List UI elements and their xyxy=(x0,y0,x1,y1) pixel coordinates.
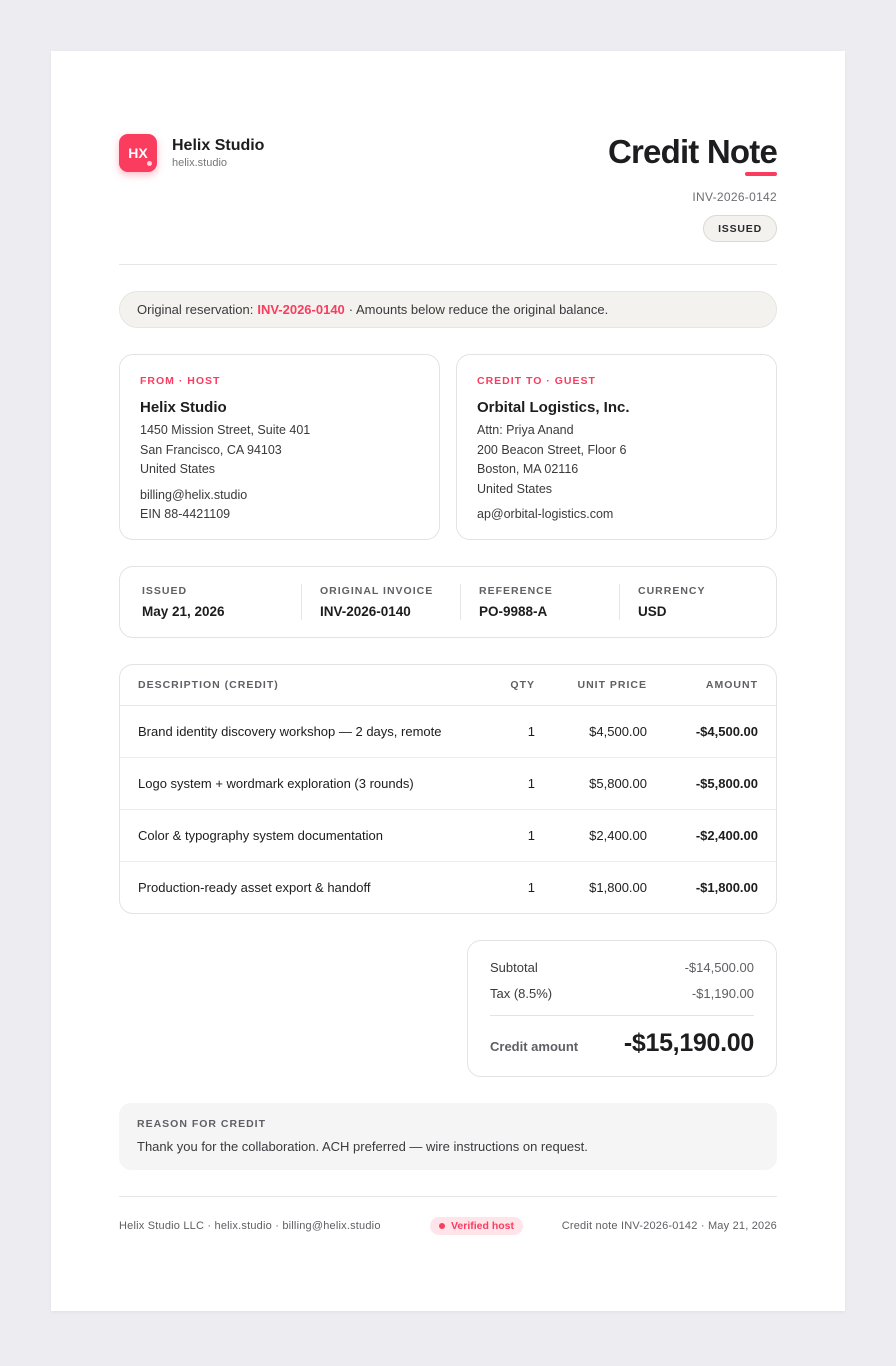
brand-url[interactable]: helix.studio xyxy=(172,157,228,169)
footer-document-ref: Credit note INV-2026-0142 · May 21, 2026 xyxy=(561,1220,777,1232)
subtotal-row xyxy=(490,960,754,976)
footer-divider xyxy=(119,1196,777,1197)
footer-company-info: Helix Studio LLC · helix.studio · billing@helix.studio xyxy=(119,1220,381,1232)
meta-original-invoice xyxy=(320,584,433,620)
status-badge: ISSUED xyxy=(703,215,777,242)
credit-amount-label: Credit amount xyxy=(490,1039,579,1054)
meta-divider xyxy=(619,584,620,620)
meta-divider xyxy=(301,584,302,620)
verified-host-badge xyxy=(430,1217,523,1235)
brand-initials: HX xyxy=(128,145,148,161)
item-description: Color & typography system documentation xyxy=(138,828,383,843)
brand-logo xyxy=(119,134,157,172)
column-header-amount: AMOUNT xyxy=(705,679,758,691)
item-qty: 1 xyxy=(527,828,535,843)
table-row xyxy=(120,862,776,914)
totals-card xyxy=(467,940,777,1077)
item-description: Logo system + wordmark exploration (3 rounds) xyxy=(138,776,414,791)
title-underline xyxy=(745,172,777,176)
address-line: 200 Beacon Street, Floor 6 xyxy=(477,442,627,457)
item-unit-price: $5,800.00 xyxy=(589,776,647,791)
address-line: Boston, MA 02116 xyxy=(477,462,579,476)
notice-reference-link[interactable]: INV-2026-0140 xyxy=(257,302,345,317)
item-qty: 1 xyxy=(527,724,535,739)
verified-label: Verified host xyxy=(451,1220,515,1232)
meta-value: INV-2026-0140 xyxy=(320,604,411,619)
item-description: Brand identity discovery workshop — 2 days, remote xyxy=(138,724,442,739)
tax-value: -$1,190.00 xyxy=(691,986,754,1001)
meta-label: CURRENCY xyxy=(638,585,706,597)
brand-name: Helix Studio xyxy=(172,137,265,154)
to-address xyxy=(477,421,756,499)
address-line: United States xyxy=(477,481,553,496)
address-line: Attn: Priya Anand xyxy=(477,423,574,437)
header-divider xyxy=(119,264,777,265)
logo-dot-icon xyxy=(147,161,152,166)
reason-for-credit xyxy=(119,1103,777,1170)
meta-label: ORIGINAL INVOICE xyxy=(320,585,434,597)
notice-suffix: · Amounts below reduce the original balance. xyxy=(348,302,609,317)
to-email[interactable]: ap@orbital-logistics.com xyxy=(477,507,614,521)
table-row xyxy=(120,758,776,810)
table-header xyxy=(120,665,776,706)
reason-text: Thank you for the collaboration. ACH preferred — wire instructions on request. xyxy=(137,1139,588,1154)
title-block xyxy=(608,131,777,173)
credit-amount-value: -$15,190.00 xyxy=(623,1029,754,1057)
column-header-description: DESCRIPTION (CREDIT) xyxy=(138,679,279,691)
column-header-unit-price: UNIT PRICE xyxy=(577,679,647,691)
subtotal-value: -$14,500.00 xyxy=(684,960,754,975)
reason-label: REASON FOR CREDIT xyxy=(137,1118,267,1130)
item-amount: -$2,400.00 xyxy=(695,828,758,843)
brand-text xyxy=(172,136,264,170)
line-items-table xyxy=(119,664,777,914)
item-unit-price: $2,400.00 xyxy=(589,828,647,843)
notice-prefix: Original reservation: xyxy=(137,302,254,317)
table-row xyxy=(120,810,776,862)
totals-divider xyxy=(490,1015,754,1016)
item-qty: 1 xyxy=(527,776,535,791)
document-number: INV-2026-0142 xyxy=(692,190,777,204)
item-qty: 1 xyxy=(527,880,535,895)
column-header-qty: QTY xyxy=(510,679,535,691)
from-name: Helix Studio xyxy=(140,399,227,416)
meta-value: PO-9988-A xyxy=(479,604,548,619)
address-line: 1450 Mission Street, Suite 401 xyxy=(140,423,311,437)
to-name: Orbital Logistics, Inc. xyxy=(477,399,630,416)
item-description: Production-ready asset export & handoff xyxy=(138,880,371,895)
address-line: San Francisco, CA 94103 xyxy=(140,442,282,457)
meta-currency xyxy=(638,584,706,620)
meta-divider xyxy=(460,584,461,620)
from-host-card xyxy=(119,354,440,540)
from-email[interactable]: billing@helix.studio xyxy=(140,487,248,502)
document-meta-bar xyxy=(119,566,777,638)
meta-label: REFERENCE xyxy=(479,585,553,597)
verified-dot-icon xyxy=(439,1223,445,1229)
to-label: CREDIT TO · GUEST xyxy=(477,375,596,387)
table-row xyxy=(120,706,776,758)
from-ein: EIN 88-4421109 xyxy=(140,507,231,521)
meta-value: USD xyxy=(638,604,667,619)
subtotal-label: Subtotal xyxy=(490,960,538,975)
item-amount: -$1,800.00 xyxy=(695,880,758,895)
meta-label: ISSUED xyxy=(142,585,188,597)
item-amount: -$5,800.00 xyxy=(695,776,758,791)
meta-value: May 21, 2026 xyxy=(142,604,225,619)
meta-reference xyxy=(479,584,553,620)
from-label: FROM · HOST xyxy=(140,375,221,387)
credit-amount-row xyxy=(490,1029,754,1058)
item-unit-price: $4,500.00 xyxy=(589,724,647,739)
item-amount: -$4,500.00 xyxy=(695,724,758,739)
item-unit-price: $1,800.00 xyxy=(589,880,647,895)
document-content xyxy=(119,51,777,1311)
tax-row xyxy=(490,986,754,1002)
document-title: Credit Note xyxy=(607,133,777,170)
address-line: United States xyxy=(140,462,216,476)
meta-issued xyxy=(142,584,225,620)
credit-to-guest-card xyxy=(456,354,777,540)
tax-label: Tax (8.5%) xyxy=(490,986,553,1001)
credit-note-document xyxy=(51,51,845,1311)
brand-block xyxy=(119,134,264,172)
from-address xyxy=(140,421,419,480)
original-reservation-notice xyxy=(119,291,777,328)
